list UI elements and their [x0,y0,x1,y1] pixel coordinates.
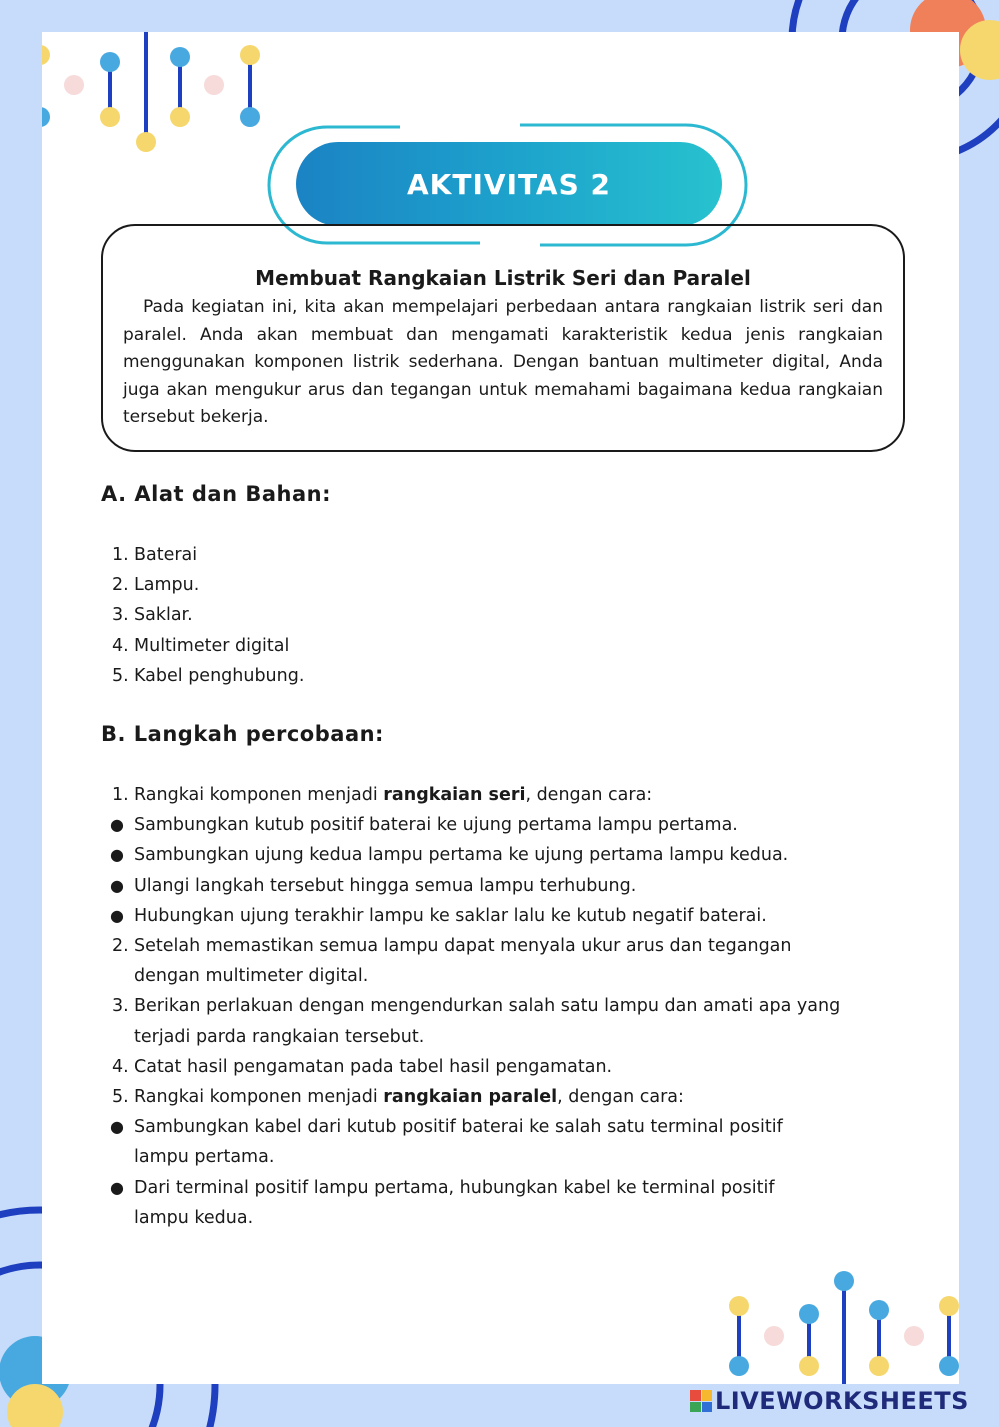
list-item: 2. Lampu. [112,575,200,596]
intro-heading: Membuat Rangkaian Listrik Seri dan Paralel [255,266,751,290]
brand-name: LIVEWORKSHEETS [715,1387,969,1415]
bullet-item: ● Sambungkan kabel dari kutub positif baterai ke salah satu terminal positif lampu pertama. [110,1117,783,1168]
intro-text: Pada kegiatan ini, kita akan mempelajari perbedaan antara rangkaian listrik seri dan paralel. Anda akan membuat dan mengamati karakteristik kedua jenis rangkaian menggunakan komponen listrik sederhana. Dengan bantuan multimeter digital, Anda juga akan mengukur arus dan tegangan untuk memahami bagaimana kedua rangkaian tersebut bekerja. [123,297,883,427]
steps-list [112,780,902,1233]
step-item: 5. Rangkai komponen menjadi rangkaian paralel, dengan cara: [112,1087,684,1108]
bottom-right-molecule-decoration [722,1264,959,1384]
list-item: 3. Saklar. [112,605,193,626]
bullet-item: ● Dari terminal positif lampu pertama, hubungkan kabel ke terminal positif lampu kedua. [110,1177,775,1228]
activity-title: AKTIVITAS 2 [407,167,611,201]
step-item: 3. Berikan perlakuan dengan mengendurkan salah satu lampu dan amati apa yang terjadi parda rangkaian tersebut. [112,996,841,1047]
step-item: 4. Catat hasil pengamatan pada tabel hasil pengamatan. [112,1056,613,1077]
bullet-item: ● Sambungkan kutub positif baterai ke ujung pertama lampu pertama. [110,815,738,836]
list-item: 1. Baterai [112,545,198,565]
intro-box [101,224,905,452]
step-item: 1. Rangkai komponen menjadi rangkaian seri, dengan cara: [112,785,653,805]
bullet-item: ● Sambungkan ujung kedua lampu pertama ke ujung pertama lampu kedua. [110,845,789,866]
list-item: 5. Kabel penghubung. [112,665,305,686]
materials-list [112,540,902,691]
activity-title-banner [296,142,722,226]
section-b-title: B. Langkah percobaan: [101,722,384,746]
liveworksheets-brand[interactable] [690,1386,969,1416]
step-item: 2. Setelah memastikan semua lampu dapat menyala ukur arus dan tegangan dengan multimeter digital. [112,936,792,987]
bullet-item: ● Hubungkan ujung terakhir lampu ke saklar lalu ke kutub negatif baterai. [110,905,767,926]
section-a-title: A. Alat dan Bahan: [101,482,332,506]
liveworksheets-logo-icon [690,1390,712,1412]
bullet-item: ● Ulangi langkah tersebut hingga semua lampu terhubung. [110,875,637,896]
list-item: 4. Multimeter digital [112,635,290,656]
